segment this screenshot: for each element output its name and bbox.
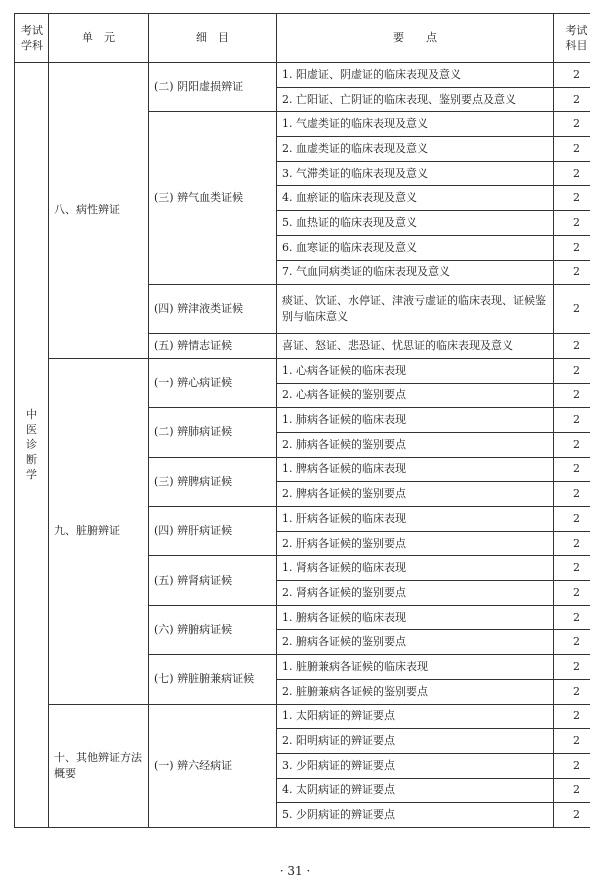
- page-number: · 31 ·: [279, 864, 311, 878]
- syllabus-table: [14, 13, 590, 828]
- item-cell: (六) 辨腑病证候: [149, 605, 277, 654]
- table-row: [15, 63, 590, 88]
- point-cell: 2. 血虚类证的临床表现及意义: [277, 137, 554, 162]
- table-row: [15, 358, 590, 383]
- point-cell: 1. 心病各证候的临床表现: [277, 358, 554, 383]
- point-cell: 1. 阳虚证、阴虚证的临床表现及意义: [277, 63, 554, 88]
- point-cell: 1. 脾病各证候的临床表现: [277, 457, 554, 482]
- level-cell: 2: [554, 778, 590, 803]
- subject-cell: 中医诊断学: [15, 63, 49, 828]
- point-cell: 3. 气滞类证的临床表现及意义: [277, 161, 554, 186]
- level-cell: 2: [554, 704, 590, 729]
- header-unit: 单 元: [49, 14, 149, 63]
- item-cell: (二) 辨肺病证候: [149, 408, 277, 457]
- point-cell: 4. 太阴病证的辨证要点: [277, 778, 554, 803]
- point-cell: 7. 气血同病类证的临床表现及意义: [277, 260, 554, 285]
- unit-cell: 八、病性辨证: [49, 63, 149, 359]
- level-cell: 2: [554, 334, 590, 359]
- level-cell: 2: [554, 211, 590, 236]
- point-cell: 2. 腑病各证候的鉴别要点: [277, 630, 554, 655]
- level-cell: 2: [554, 605, 590, 630]
- level-cell: 2: [554, 285, 590, 334]
- header-points: 要 点: [277, 14, 554, 63]
- point-cell: 2. 脏腑兼病各证候的鉴别要点: [277, 679, 554, 704]
- point-cell: 5. 血热证的临床表现及意义: [277, 211, 554, 236]
- point-cell: 6. 血寒证的临床表现及意义: [277, 235, 554, 260]
- level-cell: 2: [554, 679, 590, 704]
- level-cell: 2: [554, 87, 590, 112]
- item-cell: (三) 辨气血类证候: [149, 112, 277, 285]
- unit-cell: 十、其他辨证方法概要: [49, 704, 149, 827]
- point-cell: 4. 血瘀证的临床表现及意义: [277, 186, 554, 211]
- item-cell: (五) 辨情志证候: [149, 334, 277, 359]
- point-cell: 痰证、饮证、水停证、津液亏虚证的临床表现、证候鉴别与临床意义: [277, 285, 554, 334]
- level-cell: 2: [554, 63, 590, 88]
- level-cell: 2: [554, 630, 590, 655]
- point-cell: 2. 脾病各证候的鉴别要点: [277, 482, 554, 507]
- header-item: 细 目: [149, 14, 277, 63]
- header-level: 考试科目: [554, 14, 590, 63]
- item-cell: (二) 阴阳虚损辨证: [149, 63, 277, 112]
- header-subject: 考试学科: [15, 14, 49, 63]
- point-cell: 喜证、怒证、悲恐证、忧思证的临床表现及意义: [277, 334, 554, 359]
- point-cell: 1. 气虚类证的临床表现及意义: [277, 112, 554, 137]
- point-cell: 1. 脏腑兼病各证候的临床表现: [277, 655, 554, 680]
- point-cell: 3. 少阳病证的辨证要点: [277, 753, 554, 778]
- level-cell: 2: [554, 556, 590, 581]
- item-cell: (三) 辨脾病证候: [149, 457, 277, 506]
- level-cell: 2: [554, 260, 590, 285]
- level-cell: 2: [554, 655, 590, 680]
- point-cell: 2. 肾病各证候的鉴别要点: [277, 581, 554, 606]
- item-cell: (四) 辨肝病证候: [149, 507, 277, 556]
- point-cell: 1. 肾病各证候的临床表现: [277, 556, 554, 581]
- item-cell: (五) 辨肾病证候: [149, 556, 277, 605]
- level-cell: 2: [554, 753, 590, 778]
- item-cell: (七) 辨脏腑兼病证候: [149, 655, 277, 704]
- level-cell: 2: [554, 803, 590, 828]
- level-cell: 2: [554, 235, 590, 260]
- table-row: [15, 704, 590, 729]
- point-cell: 1. 腑病各证候的临床表现: [277, 605, 554, 630]
- point-cell: 2. 肺病各证候的鉴别要点: [277, 432, 554, 457]
- level-cell: 2: [554, 161, 590, 186]
- point-cell: 2. 阳明病证的辨证要点: [277, 729, 554, 754]
- item-cell: (四) 辨津液类证候: [149, 285, 277, 334]
- level-cell: 2: [554, 482, 590, 507]
- point-cell: 5. 少阴病证的辨证要点: [277, 803, 554, 828]
- point-cell: 1. 太阳病证的辨证要点: [277, 704, 554, 729]
- point-cell: 2. 肝病各证候的鉴别要点: [277, 531, 554, 556]
- level-cell: 2: [554, 531, 590, 556]
- point-cell: 1. 肺病各证候的临床表现: [277, 408, 554, 433]
- level-cell: 2: [554, 408, 590, 433]
- point-cell: 2. 心病各证候的鉴别要点: [277, 383, 554, 408]
- point-cell: 2. 亡阳证、亡阴证的临床表现、鉴别要点及意义: [277, 87, 554, 112]
- item-cell: (一) 辨六经病证: [149, 704, 277, 827]
- level-cell: 2: [554, 581, 590, 606]
- level-cell: 2: [554, 457, 590, 482]
- level-cell: 2: [554, 432, 590, 457]
- level-cell: 2: [554, 729, 590, 754]
- header-row: [15, 14, 590, 63]
- level-cell: 2: [554, 186, 590, 211]
- point-cell: 1. 肝病各证候的临床表现: [277, 507, 554, 532]
- level-cell: 2: [554, 137, 590, 162]
- level-cell: 2: [554, 383, 590, 408]
- unit-cell: 九、脏腑辨证: [49, 358, 149, 704]
- level-cell: 2: [554, 507, 590, 532]
- item-cell: (一) 辨心病证候: [149, 358, 277, 407]
- level-cell: 2: [554, 358, 590, 383]
- level-cell: 2: [554, 112, 590, 137]
